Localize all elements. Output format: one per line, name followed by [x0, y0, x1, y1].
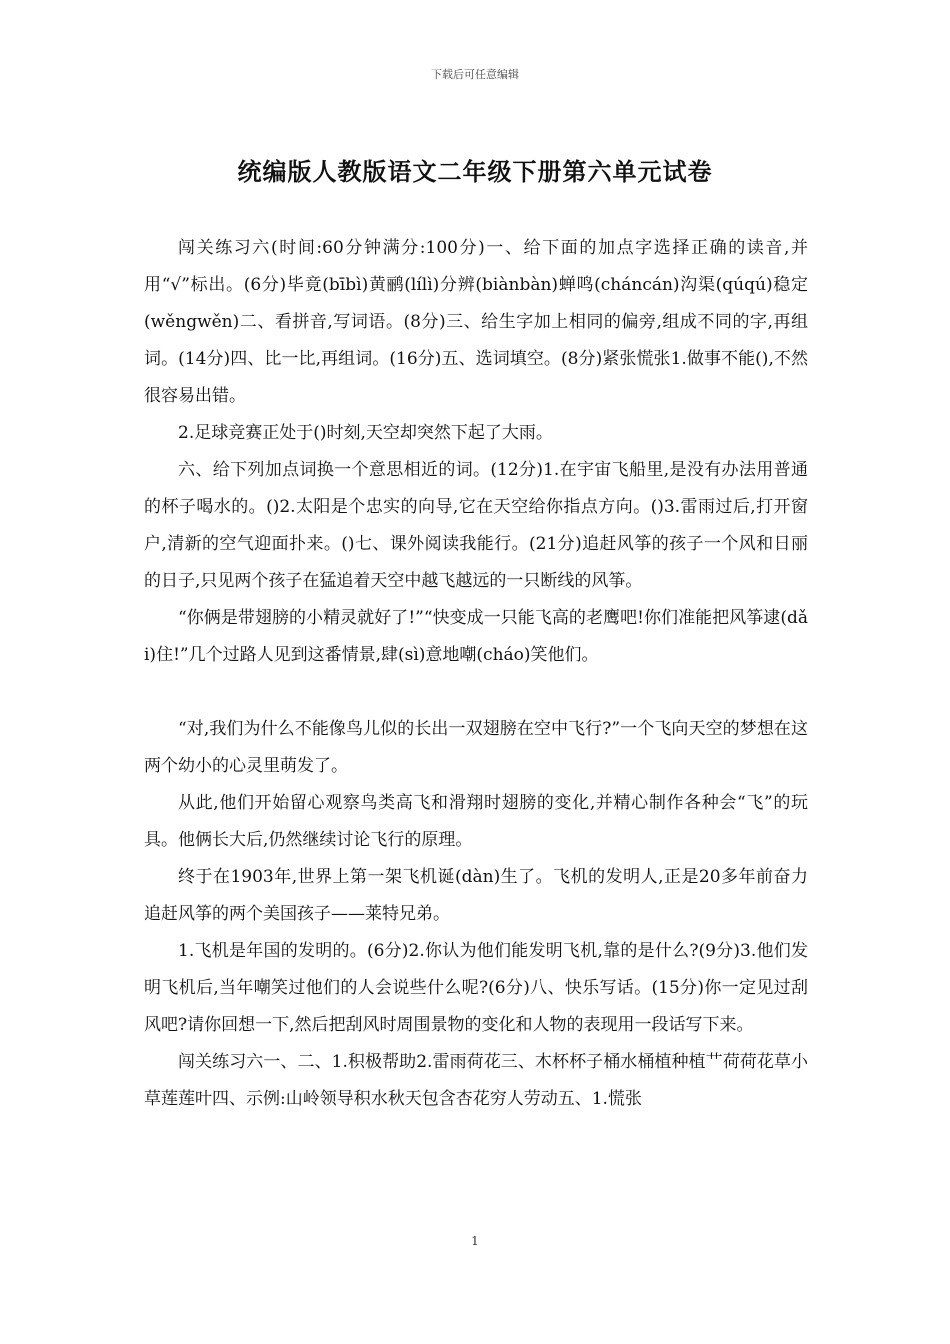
paragraph: 终于在1903年,世界上第一架飞机诞(dàn)生了。飞机的发明人,正是20多年前奋力追赶风筝的两个美国孩子——莱特兄弟。	[144, 867, 808, 924]
paragraph: 六、给下列加点词换一个意思相近的词。(12分)1.在宇宙飞船里,是没有办法用普通的杯子喝水的。()2.太阳是个忠实的向导,它在天空给你指点方向。()3.雷雨过后,打开窗户,清新的空气迎面扑来。()七、课外阅读我能行。(21分)追赶风筝的孩子一个风和日丽的日子,只见两个孩子在猛追着天空中越飞越远的一只断线的风筝。	[144, 460, 808, 591]
paragraph: 闯关练习六(时间:60分钟满分:100分)一、给下面的加点字选择正确的读音,并用“√”标出。(6分)毕竟(bībì)黄鹂(lílì)分辨(biànbàn)蝉鸣(chánсán)沟渠(qúqú)稳定(wěngwěn)二、看拼音,写词语。(8分)三、给生字加上相同的偏旁,组成不同的字,再组词。(14分)四、比一比,再组词。(16分)五、选词填空。(8分)紧张慌张1.做事不能(),不然很容易出错。	[144, 238, 808, 406]
paragraph: 1.飞机是年国的发明的。(6分)2.你认为他们能发明飞机,靠的是什么?(9分)3.他们发明飞机后,当年嘲笑过他们的人会说些什么呢?(6分)八、快乐写话。(15分)你一定见过刮风吧?请你回想一下,然后把刮风时周围景物的变化和人物的表现用一段话写下来。	[144, 941, 808, 1035]
document-title: 统编版人教版语文二年级下册第六单元试卷	[237, 157, 713, 186]
paragraph: “对,我们为什么不能像鸟儿似的长出一双翅膀在空中飞行?”一个飞向天空的梦想在这两个幼小的心灵里萌发了。	[144, 719, 808, 776]
page-number: 1	[471, 1234, 479, 1248]
document-body	[144, 230, 808, 1118]
paragraph: 闯关练习六一、二、1.积极帮助2.雷雨荷花三、木杯杯子桶水桶植种植艹荷荷花草小草莲莲叶四、示例:山岭领导积水秋天包含杏花穷人劳动五、1.慌张	[144, 1052, 808, 1109]
paragraph: 2.足球竞赛正处于()时刻,天空却突然下起了大雨。	[178, 423, 553, 443]
paragraph: “你俩是带翅膀的小精灵就好了!”“快变成一只能飞高的老鹰吧!你们准能把风筝逮(dǎi)住!”几个过路人见到这番情景,肆(sì)意地嘲(cháo)笑他们。	[144, 608, 808, 665]
header-note: 下载后可任意编辑	[431, 68, 519, 81]
paragraph: 从此,他们开始留心观察鸟类高飞和滑翔时翅膀的变化,并精心制作各种会“飞”的玩具。他俩长大后,仍然继续讨论飞行的原理。	[144, 793, 808, 850]
